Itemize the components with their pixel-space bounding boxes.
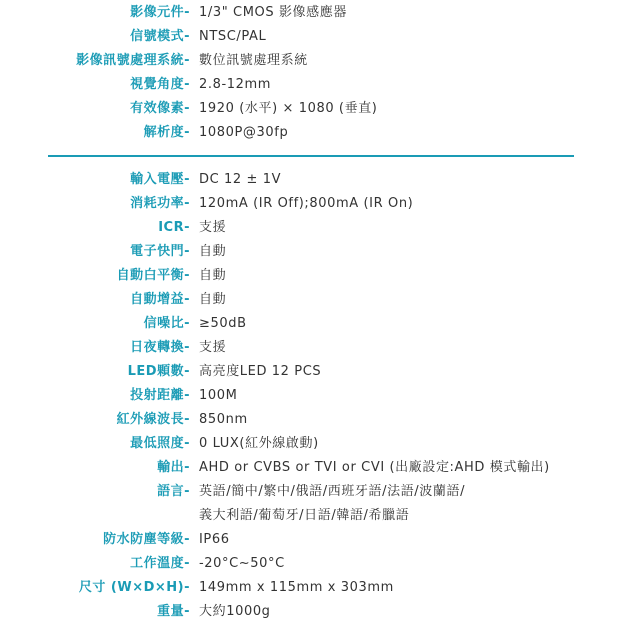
spec-label: 紅外線波長- bbox=[116, 412, 190, 427]
spec-value: -20°C~50°C bbox=[199, 556, 285, 571]
spec-row-ir-distance bbox=[0, 384, 620, 408]
spec-label: 重量- bbox=[157, 604, 190, 619]
spec-label: 自動增益- bbox=[130, 292, 190, 307]
spec-value: 英語/簡中/繁中/俄語/西班牙語/法語/波蘭語/ bbox=[199, 484, 466, 499]
spec-label: 影像元件- bbox=[130, 5, 190, 20]
spec-value: 850nm bbox=[199, 412, 248, 427]
spec-label: 最低照度- bbox=[130, 436, 190, 451]
spec-value: 大約1000g bbox=[199, 604, 271, 619]
spec-label: 自動白平衡- bbox=[116, 268, 190, 283]
spec-label: 信號模式- bbox=[130, 29, 190, 44]
spec-row-input-voltage bbox=[0, 168, 620, 192]
spec-row-day-night bbox=[0, 336, 620, 360]
spec-row-power-consumption bbox=[0, 192, 620, 216]
spec-row-snr bbox=[0, 312, 620, 336]
spec-row-language bbox=[0, 480, 620, 504]
spec-value: 100M bbox=[199, 388, 238, 403]
spec-label: 尺寸 (W×D×H)- bbox=[78, 580, 190, 595]
spec-value: 高亮度LED 12 PCS bbox=[199, 364, 322, 379]
spec-label: 有效像素- bbox=[130, 101, 190, 116]
spec-value: 自動 bbox=[199, 292, 227, 307]
spec-value: 0 LUX(紅外線啟動) bbox=[199, 436, 319, 451]
spec-value: ≥50dB bbox=[199, 316, 247, 331]
spec-row-electronic-shutter bbox=[0, 240, 620, 264]
spec-row-dimensions bbox=[0, 576, 620, 600]
spec-label: 工作溫度- bbox=[130, 556, 190, 571]
spec-label: LED顆數- bbox=[127, 364, 190, 379]
spec-row-language-continued bbox=[0, 504, 620, 528]
spec-value: 自動 bbox=[199, 244, 227, 259]
spec-value: 自動 bbox=[199, 268, 227, 283]
spec-row-auto-gain bbox=[0, 288, 620, 312]
spec-label: 解析度- bbox=[143, 125, 190, 140]
spec-row-icr bbox=[0, 216, 620, 240]
spec-label: 輸出- bbox=[157, 460, 190, 475]
spec-row-min-illumination bbox=[0, 432, 620, 456]
spec-value: 義大利語/葡萄牙/日語/韓語/希臘語 bbox=[199, 508, 410, 523]
spec-value: 支援 bbox=[199, 340, 227, 355]
spec-label: 信噪比- bbox=[143, 316, 190, 331]
spec-row-weight bbox=[0, 600, 620, 624]
spec-row-operating-temp bbox=[0, 552, 620, 576]
spec-label: 語言- bbox=[157, 484, 190, 499]
spec-value: 120mA (IR Off);800mA (IR On) bbox=[199, 196, 414, 211]
spec-row-image-sensor bbox=[0, 1, 620, 25]
spec-value: AHD or CVBS or TVI or CVI (出廠設定:AHD 模式輸出) bbox=[199, 460, 550, 475]
spec-row-lens bbox=[0, 73, 620, 97]
spec-value: 1920 (水平) × 1080 (垂直) bbox=[199, 101, 378, 116]
spec-label: 視覺角度- bbox=[130, 77, 190, 92]
spec-row-output bbox=[0, 456, 620, 480]
spec-row-led-count bbox=[0, 360, 620, 384]
section-divider bbox=[48, 155, 574, 157]
spec-row-ip-rating bbox=[0, 528, 620, 552]
spec-label: ICR- bbox=[158, 220, 190, 235]
spec-label: 日夜轉換- bbox=[130, 340, 190, 355]
spec-value: 1080P@30fp bbox=[199, 125, 289, 140]
spec-row-white-balance bbox=[0, 264, 620, 288]
spec-row-effective-pixels bbox=[0, 97, 620, 121]
spec-value: 2.8-12mm bbox=[199, 77, 272, 92]
spec-value: DC 12 ± 1V bbox=[199, 172, 282, 187]
spec-value: 數位訊號處理系統 bbox=[199, 53, 308, 68]
spec-value: 149mm x 115mm x 303mm bbox=[199, 580, 394, 595]
spec-row-signal-mode bbox=[0, 25, 620, 49]
spec-label: 影像訊號處理系統- bbox=[76, 53, 190, 68]
spec-row-signal-processing bbox=[0, 49, 620, 73]
spec-label: 消耗功率- bbox=[130, 196, 190, 211]
spec-value: 1/3" CMOS 影像感應器 bbox=[199, 5, 347, 20]
spec-row-resolution bbox=[0, 121, 620, 145]
spec-label: 電子快門- bbox=[130, 244, 190, 259]
spec-value: 支援 bbox=[199, 220, 227, 235]
spec-label: 投射距離- bbox=[130, 388, 190, 403]
spec-label: 防水防塵等級- bbox=[103, 532, 190, 547]
spec-label: 輸入電壓- bbox=[130, 172, 190, 187]
spec-value: IP66 bbox=[199, 532, 230, 547]
spec-row-ir-wavelength bbox=[0, 408, 620, 432]
spec-value: NTSC/PAL bbox=[199, 29, 267, 44]
